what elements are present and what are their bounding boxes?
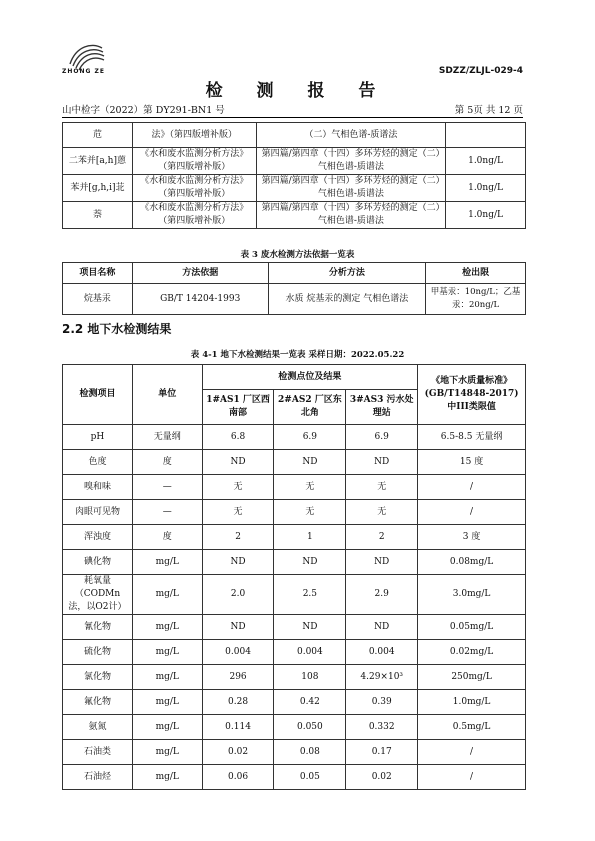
table-cell: 2.0 <box>202 575 274 615</box>
table-cell: mg/L <box>132 575 202 615</box>
table-row <box>63 450 526 475</box>
table-cell: 6.9 <box>346 425 418 450</box>
table-row <box>63 475 526 500</box>
table-cell: 无 <box>274 500 346 525</box>
table-row <box>63 202 526 229</box>
section-title: 2.2 地下水检测结果 <box>62 322 172 336</box>
table-cell: 1.0mg/L <box>418 690 526 715</box>
column-header: 项目名称 <box>63 263 133 284</box>
table-cell: 0.02 <box>346 765 418 790</box>
table-cell: ND <box>274 550 346 575</box>
table-cell: 6.9 <box>274 425 346 450</box>
table-cell: 2.9 <box>346 575 418 615</box>
table-row <box>63 425 526 450</box>
table-cell: 无量纲 <box>132 425 202 450</box>
table-cell: 氯化物 <box>63 665 133 690</box>
table-cell: 浑浊度 <box>63 525 133 550</box>
table-cell: mg/L <box>132 690 202 715</box>
table-cell: 氟化物 <box>63 690 133 715</box>
table-cell: 《水和废水监测分析方法》（第四版增补版） <box>132 202 256 229</box>
table-row <box>63 740 526 765</box>
table-cell: 0.004 <box>346 640 418 665</box>
table-cell: 肉眼可见物 <box>63 500 133 525</box>
table-cell: 0.114 <box>202 715 274 740</box>
table-cell: 2 <box>346 525 418 550</box>
table-cell: 无 <box>346 475 418 500</box>
table-cell: mg/L <box>132 765 202 790</box>
table-cell: 3 度 <box>418 525 526 550</box>
table-header-row <box>63 263 526 284</box>
table-caption: 表 4-1 地下水检测结果一览表 采样日期：2022.05.22 <box>190 350 405 360</box>
table-cell: — <box>132 475 202 500</box>
table-cell: / <box>418 765 526 790</box>
table-cell: mg/L <box>132 640 202 665</box>
table-header-row <box>63 365 526 390</box>
table-cell: 无 <box>346 500 418 525</box>
table-cell: 0.02mg/L <box>418 640 526 665</box>
table-cell: ND <box>202 450 274 475</box>
header-rule <box>62 117 523 118</box>
table-row <box>63 765 526 790</box>
table-cell: 0.08 <box>274 740 346 765</box>
groundwater-results-table <box>62 364 526 790</box>
table-cell: 0.42 <box>274 690 346 715</box>
table-caption: 表 3 废水检测方法依据一览表 <box>240 250 355 260</box>
table-cell: 二苯并[a,h]蒽 <box>63 148 133 175</box>
report-number: 山中检字（2022）第 DY291-BN1 号 <box>62 105 225 116</box>
table-cell: 《水和废水监测分析方法》（第四版增补版） <box>132 148 256 175</box>
table-cell: 1.0ng/L <box>446 148 526 175</box>
table-cell: mg/L <box>132 550 202 575</box>
table-cell: 2 <box>202 525 274 550</box>
table-row <box>63 665 526 690</box>
table-cell: 108 <box>274 665 346 690</box>
table-cell: 0.050 <box>274 715 346 740</box>
table-cell: 4.29×10³ <box>346 665 418 690</box>
table-cell: 石油烃 <box>63 765 133 790</box>
table-cell: 无 <box>202 475 274 500</box>
table-cell: mg/L <box>132 715 202 740</box>
table-cell: 0.332 <box>346 715 418 740</box>
table-cell: / <box>418 740 526 765</box>
method-table-continued <box>62 122 526 229</box>
table-cell: mg/L <box>132 740 202 765</box>
table-row <box>63 715 526 740</box>
table-cell: 苊 <box>63 123 133 148</box>
column-header: 3#AS3 污水处理站 <box>346 390 418 425</box>
table-cell: 度 <box>132 450 202 475</box>
table-row <box>63 525 526 550</box>
table-cell: GB/T 14204-1993 <box>132 284 268 315</box>
table-cell: ND <box>202 550 274 575</box>
table-cell: 296 <box>202 665 274 690</box>
table-cell: 石油类 <box>63 740 133 765</box>
table-row <box>63 575 526 615</box>
table-cell: 《水和废水监测分析方法》（第四版增补版） <box>132 175 256 202</box>
table-cell: mg/L <box>132 615 202 640</box>
table-cell: / <box>418 500 526 525</box>
column-header: 单位 <box>132 365 202 425</box>
table-cell: 第四篇/第四章（十四）多环芳烃的测定（二）气相色谱-质谱法 <box>256 175 446 202</box>
table-cell: 0.05 <box>274 765 346 790</box>
table-cell: 0.004 <box>274 640 346 665</box>
table-cell: 萘 <box>63 202 133 229</box>
page-title: 检 测 报 告 <box>205 81 390 101</box>
table-body <box>63 425 526 790</box>
column-header: 分析方法 <box>268 263 426 284</box>
table-cell: 硫化物 <box>63 640 133 665</box>
table-cell: 嗅和味 <box>63 475 133 500</box>
table-cell: 0.39 <box>346 690 418 715</box>
table-row <box>63 690 526 715</box>
table-cell: 氰化物 <box>63 615 133 640</box>
table-cell: pH <box>63 425 133 450</box>
table-cell: 无 <box>202 500 274 525</box>
table-cell: 0.06 <box>202 765 274 790</box>
table-cell: 碘化物 <box>63 550 133 575</box>
table-cell: 250mg/L <box>418 665 526 690</box>
table-cell <box>446 123 526 148</box>
table-cell: 1 <box>274 525 346 550</box>
table-cell: ND <box>346 450 418 475</box>
table-cell: 苯并[g,h,i]苝 <box>63 175 133 202</box>
table-row <box>63 615 526 640</box>
column-header: 检测点位及结果 <box>202 365 417 390</box>
table-row <box>63 284 526 315</box>
column-header: 1#AS1 厂区西南部 <box>202 390 274 425</box>
column-header: 方法依据 <box>132 263 268 284</box>
table-cell: ND <box>346 615 418 640</box>
column-header: 2#AS2 厂区东北角 <box>274 390 346 425</box>
table-row <box>63 640 526 665</box>
table-cell: 第四篇/第四章（十四）多环芳烃的测定（二）气相色谱-质谱法 <box>256 148 446 175</box>
page-info: 第 5页 共 12 页 <box>454 105 523 116</box>
table-cell: 15 度 <box>418 450 526 475</box>
table-cell: （二）气相色谱-质谱法 <box>256 123 446 148</box>
table-cell: 3.0mg/L <box>418 575 526 615</box>
table-cell: 6.5-8.5 无量纲 <box>418 425 526 450</box>
table-row <box>63 500 526 525</box>
wastewater-method-table <box>62 262 526 315</box>
table-cell: 1.0ng/L <box>446 175 526 202</box>
table-cell: ND <box>202 615 274 640</box>
table-cell: — <box>132 500 202 525</box>
table-cell: 水质 烷基汞的测定 气相色谱法 <box>268 284 426 315</box>
table-cell: 0.05mg/L <box>418 615 526 640</box>
table-cell: 度 <box>132 525 202 550</box>
logo-text: ZHONG ZE <box>62 68 105 75</box>
table-row <box>63 123 526 148</box>
column-header: 检测项目 <box>63 365 133 425</box>
table-cell: 色度 <box>63 450 133 475</box>
column-header: 《地下水质量标准》(GB/T14848-2017) 中III类限值 <box>418 365 526 425</box>
table-row <box>63 175 526 202</box>
table-cell: 0.5mg/L <box>418 715 526 740</box>
table-cell: 6.8 <box>202 425 274 450</box>
document-number: SDZZ/ZLJL-029-4 <box>438 66 523 76</box>
table-cell: ND <box>346 550 418 575</box>
table-cell: 0.004 <box>202 640 274 665</box>
table-cell: 2.5 <box>274 575 346 615</box>
table-cell: 0.17 <box>346 740 418 765</box>
table-cell: mg/L <box>132 665 202 690</box>
table-cell: 甲基汞：10ng/L；乙基汞：20ng/L <box>426 284 526 315</box>
table-cell: / <box>418 475 526 500</box>
report-subline <box>62 102 523 116</box>
table-cell: 0.28 <box>202 690 274 715</box>
table-cell: ND <box>274 450 346 475</box>
table-cell: 0.02 <box>202 740 274 765</box>
table-cell: 耗氧量（CODMn法，以O2计） <box>63 575 133 615</box>
table-cell: 烷基汞 <box>63 284 133 315</box>
table-row <box>63 148 526 175</box>
table-cell: 氨氮 <box>63 715 133 740</box>
table-cell: 法》（第四版增补版） <box>132 123 256 148</box>
table-cell: 1.0ng/L <box>446 202 526 229</box>
table-cell: 0.08mg/L <box>418 550 526 575</box>
table-cell: 第四篇/第四章（十四）多环芳烃的测定（二）气相色谱-质谱法 <box>256 202 446 229</box>
table-row <box>63 550 526 575</box>
table-cell: ND <box>274 615 346 640</box>
table-cell: 无 <box>274 475 346 500</box>
column-header: 检出限 <box>426 263 526 284</box>
